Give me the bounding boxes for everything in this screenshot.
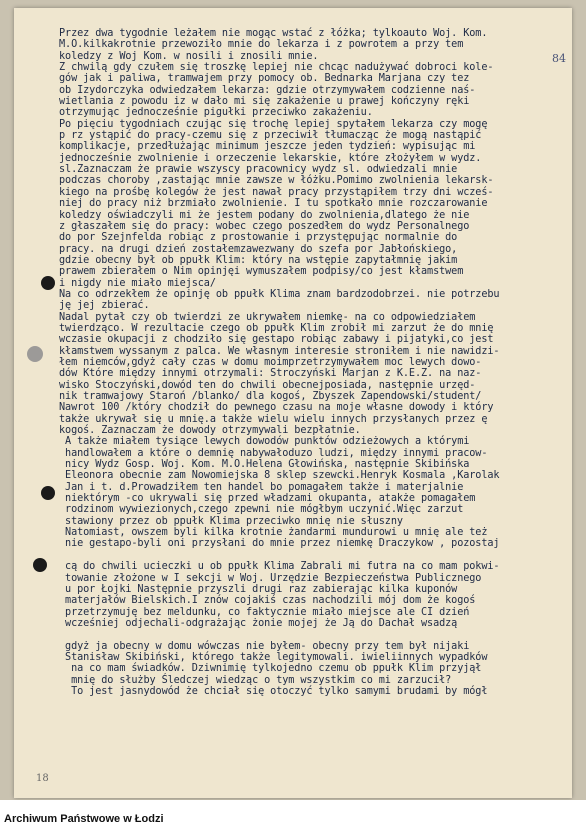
text-line: mnię do służby Śledczej wiedząc o tym wszystkim co mi zarzucił? [59,674,452,686]
text-line: jednocześnie zwolnienie i orzeczenie lekarskie, które złożyłem w wydz. [59,152,482,164]
typewritten-text [59,28,564,697]
text-line: Przez dwa tygodnie leżałem nie mogąc wstać z łóżka; tylkoauto Woj. Kom. [59,28,488,39]
text-line: nik tramwajowy Staroń /blanko/ dla kogoś, Zbyszek Zapendowski/student/ [59,391,482,402]
binder-hole [27,346,43,362]
text-line [59,629,564,640]
text-line: ob Izydorczyka odwiedzałem lekarza: gdzie otrzymywałem codzienne naś- [59,84,476,96]
text-line: cą do chwili ucieczki u ob ppułk Klima Zabrali mi futra na co mam pokwi- [59,561,500,573]
text-line: A także miałem tysiące lewych dowodów punktów odzieżowych a którymi [59,436,470,448]
text-line: otrzymując jednocześnie pigułki przeciwko zakażeniu. [59,107,373,119]
text-line: rodzinom wywiezionych,czego zpewni nie mógłbym uczynić.Więc zarzut [59,504,464,516]
text-line: Nawrot 100 /który chodził do pewnego czasu na moje własne dowody i który [59,402,494,414]
binder-hole [41,276,55,290]
text-line: koledzy z Woj Kom. w nosili i znosili mnie. [59,50,319,62]
text-line: kogoś. Zaznaczam że dowody otrzymywali bezpłatnie. [59,425,361,437]
text-line: nicy Wydz Gosp. Woj. Kom. M.O.Helena Głowińska, następnie Skibińska [59,459,470,471]
text-line: kiego na prośbę kolegów że jest nawał pracy przystąpiłem trzy dni wcześ- [59,186,494,198]
text-line: wietlania z powodu iz w dało mi się zakażenie u prawej kończyny ręki [59,96,470,108]
text-line: podczas choroby ,zastając mnie zawsze w łóżku.Pomimo zwolnienia lekarsk- [59,175,494,187]
text-line: wcześniej odjechali-odgrażając żonie mojej że Ją do Dachał wsadzą [59,617,458,629]
text-line: niej do pracy niż brzmiało zwolnienie. I tu spotkało mnie rozczarowanie [59,198,488,210]
text-line: także ukrywał się u mnię.a także wielu wielu innych przysłanych przez ę [59,413,488,425]
text-line: przetrzymuję bez meldunku, co faktycznie miało miejsce ale CI dzień [59,606,470,618]
text-line: nie gestapo-byli oni przysłani do mnie przez niemkę Draczykow , pozostaj [59,538,500,550]
text-line: z głaszałem się do pracy: wobec czego poszedłem do wydz Personalnego [59,220,470,232]
text-line: Z chwilą gdy czułem się troszkę lepiej nie chcąc nadużywać dobroci kole- [59,62,494,74]
text-line: niektórym -co ukrywali się przed władzami okupanta, atakże pomagałem [59,493,476,505]
text-line: towanie złożone w I sekcji w Woj. Urzędzie Bezpieczeństwa Publicznego [59,572,482,584]
text-line: na co mam świadków. Dziwnimię tylkojedno czemu ob ppułk Klim przyjął [59,663,482,675]
text-line: gdzie obecny był ob ppułk Klim: który na wstępie zapytałmnię jakim [59,254,458,266]
text-line: prawem zbierałem o Nim opinjęi wymuszałem podpisy/co jest kłamstwem [59,266,464,278]
text-line: dów Które między innymi otrzymali: Stroczyński Marjan z K.E.Z. na naz- [59,368,482,380]
text-line: gów jak i paliwa, tramwajem przy pomocy ob. Bednarka Marjana czy tez [59,73,470,85]
document-page [14,8,572,798]
text-line: Nadal pytał czy ob twierdzi ze ukrywałem niemkę- na co odpowiedziałem [59,311,476,323]
text-line: materjałów Bielskich.I znów cojakiś czas nachodzili mój dom że kogoś [59,595,476,607]
text-line: sl.Zaznaczam że prawie wszyscy pracownicy wydz sl. odwiedzali mnie [59,164,458,176]
text-line [59,550,564,561]
archive-footer [0,800,586,840]
text-line: Na co odrzekłem że opinję ob ppułk Klima znam bardzodobrzei. nie potrzebu [59,288,500,300]
text-line: ję jej zbierać. [59,300,150,312]
text-line: Jan i t. d.Prowadziłem ten handel bo pomagałem także i materjalnie [59,481,464,493]
binder-hole [33,558,47,572]
text-line: Natomiast, owszem byli kilka krotnie żandarmi mundurowi u mnię ale też [59,527,488,539]
footnote-number: 18 [36,773,49,784]
binder-hole [41,486,55,500]
text-line: u por Łojki Następnie przyszli drugi raz zabierając kilka kuponów [59,583,458,595]
text-line: Eleonora obecnie zam Nowomiejska 8 sklep szewcki.Henryk Kosmala ,Karolak [59,470,500,482]
text-line: do por Szejnfelda robiąc z prostowanie i przystępując normalnie do [59,232,458,244]
text-line: handlowałem a które o demnię nabywałoduzo ludzi, między innymi pracow- [59,447,488,459]
text-line: i nigdy nie miało miejsca/ [59,277,216,289]
text-line: twierdząco. W rezultacie czego ob ppułk Klim zrobił mi zarzut że do mnię [59,322,494,334]
text-line: gdyż ja obecny w domu wówczas nie byłem- obecny przy tem był nijaki [59,640,470,652]
text-line: łem niemców,gdyż cały czas w domu moimprzetrzymywałem moc lewych dowo- [59,356,482,368]
text-line: Po pięciu tygodniach czując się trochę lepiej spytałem lekarza czy mogę [59,118,488,130]
text-line: Stanisław Skibiński, którego także legitymowali. iwieliinnych wypadków [59,651,488,663]
text-line: To jest jasnydowód że chciał się otoczyć tylko samymi brudami by mógł [59,685,488,697]
text-line: p rz ystąpić do pracy-czemu się z przeciwił tłumacząc że mogą nastąpić [59,130,482,142]
text-line: stawiony przez ob ppułk Klima przeciwko mnię nie słuszny [59,515,403,527]
text-line: koledzy oświadczyli mi że jestem podany do zwolnienia,dlatego że nie [59,209,470,221]
text-line: kłamstwem wyssanym z palca. We własnym interesie stroniłem i nie nawidzi- [59,345,500,357]
text-line: pracy. na drugi dzień zostałemzawezwany do szefa por Jabłońskiego, [59,243,458,255]
text-line: wczasie okupacji z chodziło się gestapo robiąc zabawy i pijatyki,co jest [59,334,494,346]
archive-label: Archiwum Państwowe w Łodzi [4,813,164,825]
text-line: komplikacje, przedłużając minimum jeszcze jeden tydzień: wypisując mi [59,141,476,153]
text-line: wisko Stoczyński,dowód ten do chwili obecnejposiada, następnie urzęd- [59,379,476,391]
page-number-annotation: 84 [552,52,566,65]
text-line: M.O.kilkakrotnie przewoziło mnie do lekarza i z powrotem a przy tem [59,39,464,51]
